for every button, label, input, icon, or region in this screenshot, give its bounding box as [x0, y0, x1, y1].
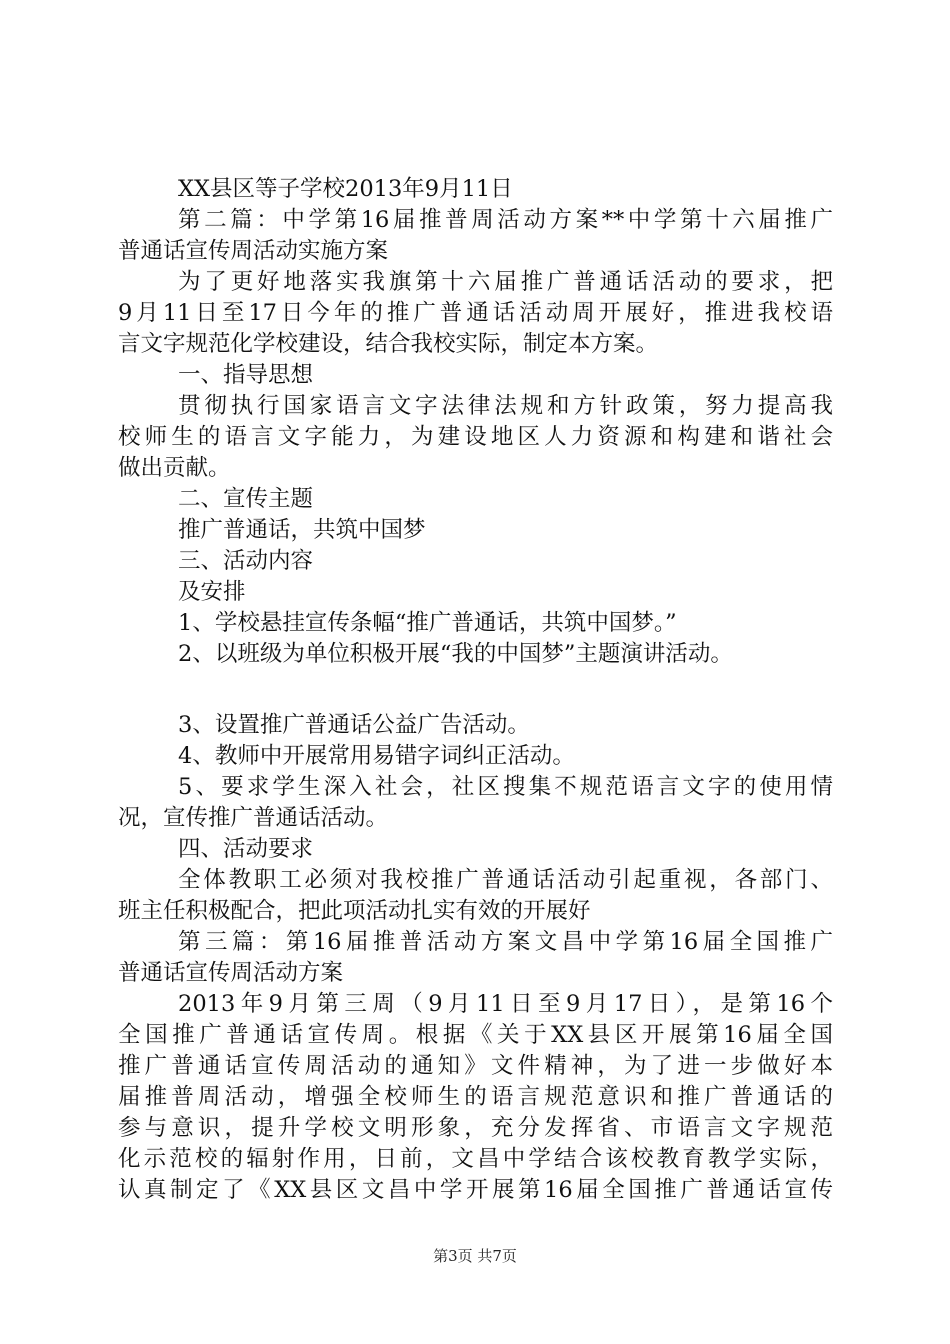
list-item: 2、以班级为单位积极开展“我的中国梦”主题演讲活动。 — [178, 641, 733, 667]
text-line: 况，宣传推广普通话活动。 — [118, 805, 389, 831]
text-line: 班主任积极配合，把此项活动扎实有效的开展好 — [118, 898, 591, 924]
list-item: 5、要求学生深入社会，社区搜集不规范语言文字的使用情 — [178, 774, 833, 800]
blank-line — [118, 670, 833, 710]
text-line: 全国推广普通话宣传周。根据《关于XX县区开展第16届全国 — [118, 1022, 833, 1048]
section-heading: 一、指导思想 — [178, 362, 314, 388]
text-line: 做出贡献。 — [118, 455, 231, 481]
text-line: 推广普通话，共筑中国梦 — [178, 517, 426, 543]
document-body — [118, 174, 833, 1206]
text-line: 9月11日至17日今年的推广普通话活动周开展好，推进我校语 — [118, 300, 833, 326]
text-line: 第三篇：第16届推普活动方案文昌中学第16届全国推广 — [178, 929, 833, 955]
text-line: XX县区等子学校2013年9月11日 — [178, 176, 513, 202]
page-number: 第3页 共7页 — [433, 1247, 517, 1265]
text-line: 第二篇：中学第16届推普周活动方案**中学第十六届推广 — [178, 207, 833, 233]
text-line: 普通话宣传周活动实施方案 — [118, 238, 389, 264]
list-item: 4、教师中开展常用易错字词纠正活动。 — [178, 743, 575, 769]
text-line: 贯彻执行国家语言文字法律法规和方针政策，努力提高我 — [178, 393, 833, 419]
section-heading: 二、宣传主题 — [178, 486, 314, 512]
text-line: 校师生的语言文字能力，为建设地区人力资源和构建和谐社会 — [118, 424, 833, 450]
text-line: 2013年9月第三周（9月11日至9月17日），是第16个 — [178, 991, 833, 1017]
text-line: 全体教职工必须对我校推广普通话活动引起重视，各部门、 — [178, 867, 833, 893]
text-line: 参与意识，提升学校文明形象，充分发挥省、市语言文字规范 — [118, 1115, 833, 1141]
text-line: 化示范校的辐射作用，日前，文昌中学结合该校教育教学实际， — [118, 1146, 833, 1172]
text-line: 言文字规范化学校建设，结合我校实际，制定本方案。 — [118, 331, 659, 357]
text-line: 推广普通话宣传周活动的通知》文件精神，为了进一步做好本 — [118, 1053, 833, 1079]
text-line: 届推普周活动，增强全校师生的语言规范意识和推广普通话的 — [118, 1084, 833, 1110]
list-item: 3、设置推广普通话公益广告活动。 — [178, 712, 530, 738]
text-line: 为了更好地落实我旗第十六届推广普通话活动的要求，把 — [178, 269, 833, 295]
section-heading: 三、活动内容 — [178, 548, 314, 574]
section-heading: 四、活动要求 — [178, 836, 314, 862]
text-line: 普通话宣传周活动方案 — [118, 960, 344, 986]
list-item: 1、学校悬挂宣传条幅“推广普通话，共筑中国梦。” — [178, 610, 677, 636]
text-line: 及安排 — [178, 579, 246, 605]
text-line: 认真制定了《XX县区文昌中学开展第16届全国推广普通话宣传 — [118, 1177, 833, 1203]
